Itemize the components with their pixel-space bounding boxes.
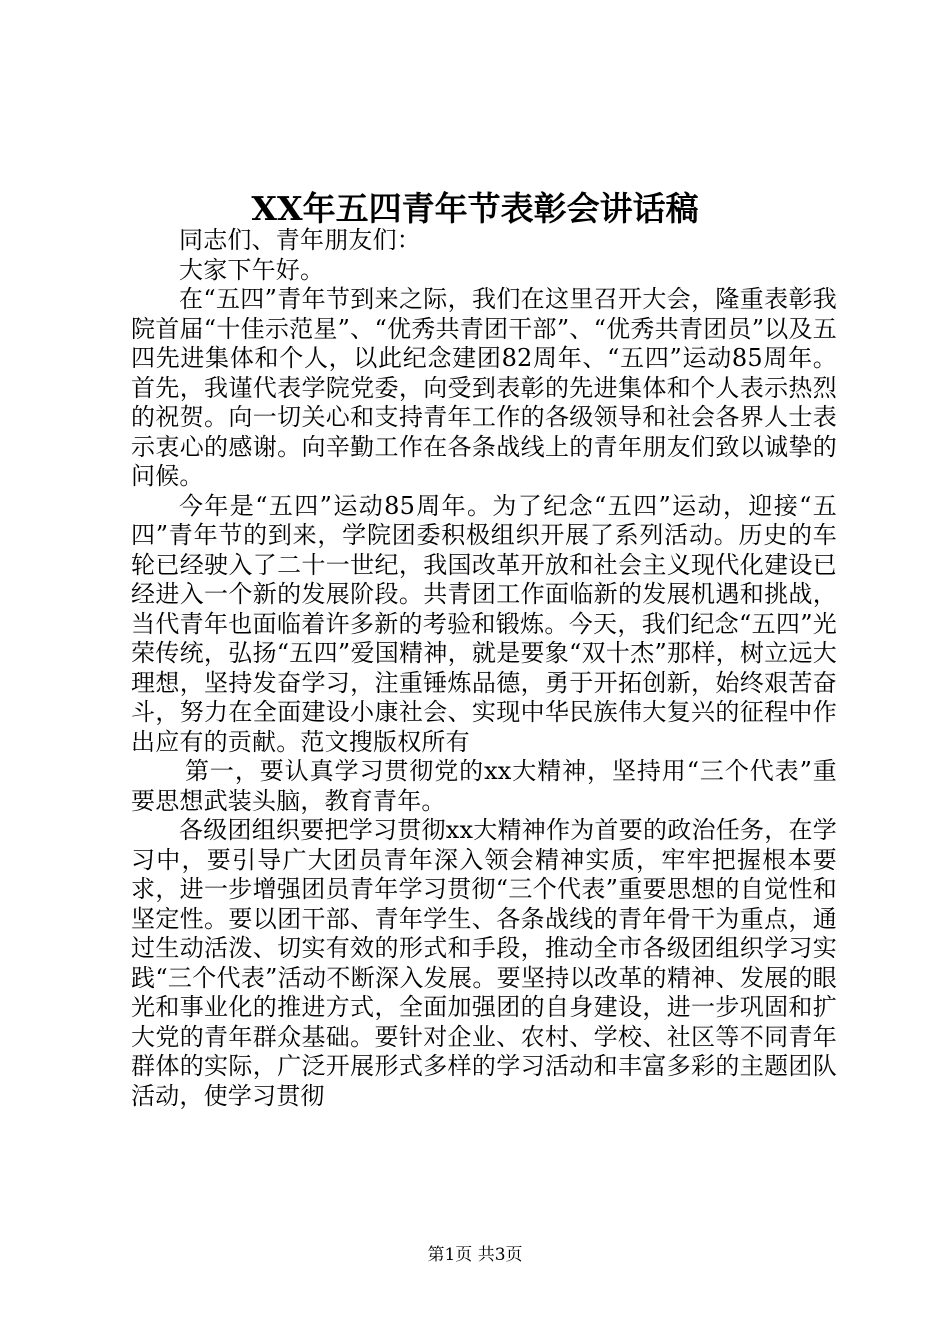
page-number: 第1页 共3页 [427,1245,523,1265]
paragraph-salutation: 同志们、青年朋友们： [179,226,421,254]
paragraph-anniversary: 今年是“五四”运动85周年。为了纪念“五四”运动，迎接“五四”青年节的到来，学院团委积极组织开展了系列活动。历史的车轮已经驶入了二十一世纪，我国改革开放和社会主义现代化建设已经进入一个新的发展阶段。共青团工作面临新的发展机遇和挑战，当代青年也面临着许多新的考验和锻炼。今天，我们纪念“五四”光荣传统，弘扬“五四”爱国精神，就是要象“双十杰”那样，树立远大理想，坚持发奋学习，注重锤炼品德，勇于开拓创新，始终艰苦奋斗，努力在全面建设小康社会、实现中华民族伟大复兴的征程中作出应有的贡献。范文搜版权所有 [131,491,837,756]
paragraph-greeting: 大家下午好。 [179,255,325,284]
document-body [131,226,837,1111]
document-title: XX年五四青年节表彰会讲话稿 [251,189,699,228]
paragraph-opening: 在“五四”青年节到来之际，我们在这里召开大会，隆重表彰我院首届“十佳示范星”、“优秀共青团干部”、“优秀共青团员”以及五四先进集体和个人，以此纪念建团82周年、“五四”运动85周年。首先，我谨代表学院党委，向受到表彰的先进集体和个人表示热烈的祝贺。向一切关心和支持青年工作的各级领导和社会各界人士表示衷心的感谢。向辛勤工作在各条战线上的青年朋友们致以诚挚的问候。 [131,285,837,490]
paragraph-study-tasks: 各级团组织要把学习贯彻xx大精神作为首要的政治任务，在学习中，要引导广大团员青年深入领会精神实质，牢牢把握根本要求，进一步增强团员青年学习贯彻“三个代表”重要思想的自觉性和坚定性。要以团干部、青年学生、各条战线的青年骨干为重点，通过生动活泼、切实有效的形式和手段，推动全市各级团组织学习实践“三个代表”活动不断深入发展。要坚持以改革的精神、发展的眼光和事业化的推进方式，全面加强团的自身建设，进一步巩固和扩大党的青年群众基础。要针对企业、农村、学校、社区等不同青年群体的实际，广泛开展形式多样的学习活动和丰富多彩的主题团队活动，使学习贯彻 [131,816,837,1110]
paragraph-point-one: 第一，要认真学习贯彻党的xx大精神，坚持用“三个代表”重要思想武装头脑，教育青年。 [131,757,837,815]
